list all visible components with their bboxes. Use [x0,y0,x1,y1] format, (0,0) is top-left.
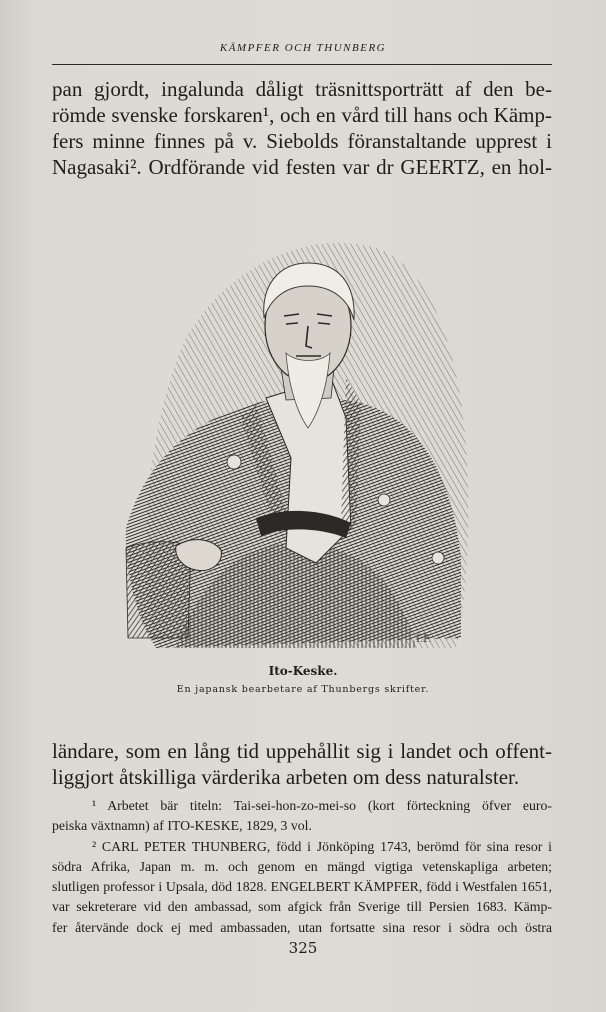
paragraph-top [52,76,552,180]
text-line: pan gjordt, ingalunda dåligt träsnittsporträtt af den be- [52,77,552,101]
text-line: Nagasaki². Ordförande vid festen var dr GEERTZ, en hol- [52,155,552,179]
text-line: ländare, som en lång tid uppehållit sig i landet och offent- [52,739,552,763]
footnotes [52,796,552,938]
footnote-line: ¹ Arbetet bär titeln: Tai-sei-hon-zo-mei-so (kort förteckning öfver euro- [92,798,552,813]
footnote-line: slutligen professor i Upsala, död 1828. ENGELBERT KÄMPFER, född i Westfalen 1651, [52,879,552,895]
text-line: fers minne finnes på v. Siebolds föranstaltande upprest i [52,129,552,153]
footnote-line: peiska växtnamn) af ITO-KESKE, 1829, 3 vol. [52,818,312,834]
portrait-illustration [116,228,480,656]
running-head: KÄMPFER OCH THUNBERG [219,42,387,54]
caption-title: Ito-Keske. [268,664,338,678]
text-line: liggjort åtskilliga värderika arbeten om dess naturalster. [52,765,520,789]
footnote-line: södra Afrika, Japan m. m. och genom en mängd vigtiga vetenskapliga arbeten; [52,858,552,874]
header-rule [52,64,552,65]
engraver-mark: I.F. [416,634,432,645]
footnote-line: fer återvände dock ej med ambassaden, utan fortsatte sina resor i södra och östra [52,919,552,935]
portrait-engraving [116,228,480,656]
text-line: römde svenske forskaren¹, och en vård till hans och Kämp- [52,103,552,127]
page-number: 325 [288,939,318,957]
caption-subtitle: En japansk bearbetare af Thunbergs skrifter. [176,684,430,695]
footnote-line: var sekreterare vid den ambassad, som afgick från Sverige till Persien 1683. Kämp- [52,899,552,915]
footnote-line: ² CARL PETER THUNBERG, född i Jönköping 1743, berömd för sina resor i [92,838,552,854]
paragraph-bottom [52,738,552,790]
